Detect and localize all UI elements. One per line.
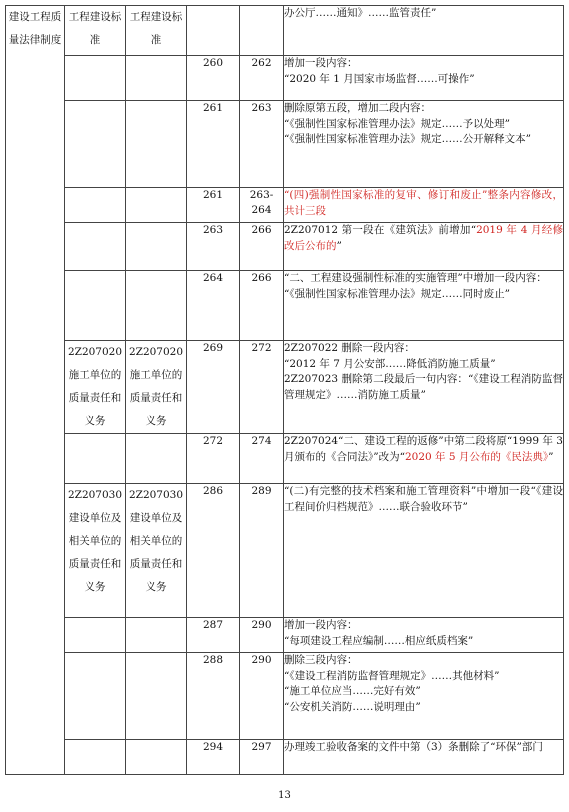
old-page: 272 (187, 434, 240, 484)
table-row (6, 188, 564, 223)
old-page: 294 (187, 740, 240, 775)
change-content: 删除原第五段，增加二段内容： “《强制性国家标准管理办法》规定……予以处理” “《强制性国家标准管理办法》规定……公开解释文本” (284, 101, 564, 188)
table-row (6, 341, 564, 434)
table-row (6, 434, 564, 484)
change-content: 2Z207022 删除一段内容： “2012 年 7 月公安部……降低消防施工质量” 2Z207023 删除第二段最后一句内容：“《建设工程消防监督管理规定》……消防施工质量” (284, 341, 564, 434)
table-row (6, 56, 564, 101)
chapter-cell: 建设工程质量法律制度 (6, 6, 65, 775)
table-row (6, 653, 564, 740)
section-cell: 2Z207020 施工单位的质量责任和义务 (126, 341, 187, 434)
table-row (6, 740, 564, 775)
table-row (6, 484, 564, 618)
old-page: 260 (187, 56, 240, 101)
new-page: 262 (240, 56, 284, 101)
change-content: 2Z207012 第一段在《建筑法》前增加“2019 年 4 月经修改后公布的” (284, 223, 564, 271)
table-row (6, 618, 564, 653)
section-cell: 2Z207020 施工单位的质量责任和义务 (65, 341, 126, 434)
old-page: 287 (187, 618, 240, 653)
change-content: 增加一段内容： “每项建设工程应编制……相应纸质档案” (284, 618, 564, 653)
table-row (6, 271, 564, 341)
new-page: 263 (240, 101, 284, 188)
table-row (6, 101, 564, 188)
new-page: 263-264 (240, 188, 284, 223)
change-content: “(四)强制性国家标准的复审、修订和废止”整条内容修改，共计三段 (284, 188, 564, 223)
old-page: 286 (187, 484, 240, 618)
page-number: 13 (278, 790, 291, 801)
old-page: 261 (187, 101, 240, 188)
change-content: 办公厅……通知》……监管责任” (284, 6, 564, 56)
new-page: 274 (240, 434, 284, 484)
section-cell: 工程建设标准 (65, 6, 126, 56)
new-page: 272 (240, 341, 284, 434)
section-cell: 2Z207030 建设单位及相关单位的质量责任和义务 (126, 484, 187, 618)
new-page: 266 (240, 223, 284, 271)
old-page: 261 (187, 188, 240, 223)
section-cell: 2Z207030 建设单位及相关单位的质量责任和义务 (65, 484, 126, 618)
section-cell: 工程建设标准 (126, 6, 187, 56)
change-content: 2Z207024“二、建设工程的返修”中第二段将原“1999 年 3 月颁布的《合同法》”改为“2020 年 5 月公布的《民法典》” (284, 434, 564, 484)
table-row (6, 223, 564, 271)
change-content: “(二)有完整的技术档案和施工管理资料”中增加一段“《建设工程间价归档规范》……联合验收环节” (284, 484, 564, 618)
old-page: 264 (187, 271, 240, 341)
new-page: 290 (240, 618, 284, 653)
change-content: 增加一段内容： “2020 年 1 月国家市场监督……可操作” (284, 56, 564, 101)
new-page: 290 (240, 653, 284, 740)
change-content: “二、工程建设强制性标准的实施管理”中增加一段内容： “《强制性国家标准管理办法》规定……同时废止” (284, 271, 564, 341)
new-page: 266 (240, 271, 284, 341)
new-page: 297 (240, 740, 284, 775)
table-row (6, 6, 564, 56)
revision-table (5, 5, 564, 775)
old-page: 269 (187, 341, 240, 434)
old-page: 263 (187, 223, 240, 271)
change-content: 办理竣工验收备案的文件中第（3）条删除了“环保”部门 (284, 740, 564, 775)
change-content: 删除三段内容： “《建设工程消防监督管理规定》……其他材料” “施工单位应当……完好有效” “公安机关消防……说明理由” (284, 653, 564, 740)
new-page: 289 (240, 484, 284, 618)
old-page: 288 (187, 653, 240, 740)
